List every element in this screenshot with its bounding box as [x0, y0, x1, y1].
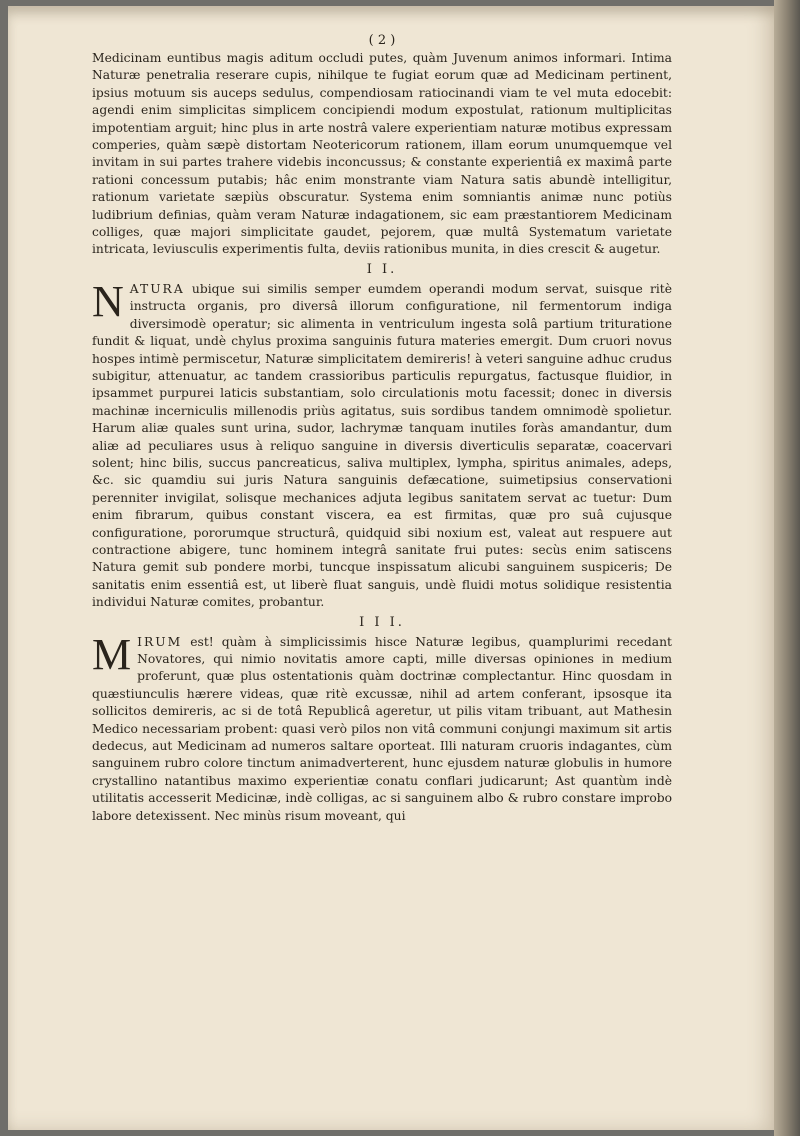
page-number: ( 2 ): [368, 33, 396, 48]
drop-cap-m: M: [92, 629, 132, 679]
section-heading-2: I I.: [366, 261, 398, 277]
section-heading-3: I I I.: [359, 614, 405, 630]
first-word: ATURA: [129, 281, 185, 296]
paragraph-3-body: est! quàm à simplicissimis hisce Naturæ legibus, quamplurimi recedant Novatores, qui nimio novitatis amore capti, mille diversas opiniones in medium proferunt, quæ plus ostentationis quàm doctrinæ complectantur. Hinc quosdam in quæstiunculis hærere videas, quæ ritè excussæ, nihil ad artem conferant, ipsosque ita sollicitos demireris, ac si de totâ Republicâ ageretur, ut pilis vitam tribuant, aut Mathesin Medico necessariam probent: quasi verò pilos non vitâ communi conjungi maximum sit artis dedecus, aut Medicinam ad numeros saltare oporteat. Illi naturam cruoris indagantes, cùm sanguinem rubro colore tinctum animadverterent, hunc ejusdem naturæ globulis in humore crystallino natantibus maximo experientiæ conatu conflari judicarunt; Ast quantùm indè utilitatis accesserit Medicinæ, indè colligas, ac si sanguinem albo & rubro constare improbo labore detexissent. Nec minùs risum moveant, qui: [92, 634, 672, 823]
page-text: [92, 34, 672, 825]
drop-cap-n: N: [92, 276, 124, 326]
first-word: IRUM: [137, 634, 183, 649]
paragraph-2: [92, 276, 672, 612]
paragraph-2-body: ubique sui similis semper eumdem operandi modum servat, suisque ritè instructa organis, pro diversâ illorum configuratione, nil fermentorum indiga diversimodè operatur; sic alimenta in ventriculum ingesta solâ partium trituratione fundit & liquat, undè chylus proxima sanguinis futura materies emergit. Dum cruori novus hospes intimè permiscetur, Naturæ simplicitatem demireris! à veteri sanguine adhuc crudus subigitur, attenuatur, ac tandem crassioribus particulis repurgatus, factusque fluidior, in ipsammet purpurei laticis substantiam, solo circulationis motu facessit; donec in diversis machinæ incerniculis millenodis priùs agitatus, suis sordibus tandem omnimodè spolietur. Harum aliæ quales sunt urina, sudor, lachrymæ tanquam inutiles foràs amandantur, dum aliæ ad peculiares usus à reliquo sanguine in diversis diverticulis separatæ, coacervari solent; hinc bilis, succus pancreaticus, saliva multiplex, lympha, spiritus animales, adeps, &c. sic quamdiu sui juris Natura sanguinis defæcatione, suimetipsius conservationi perenniter invigilat, solisque mechanices adjuta legibus sanitatem servat ac tuetur: Dum enim fibrarum, quibus constant viscera, ea est firmitas, quæ pro suâ cujusque configuratione, pororumque structurâ, quidquid sibi noxium est, valeat aut respuere aut contractione abigere, tunc hominem integrâ sanitate frui putes: secùs enim satiscens Natura gemit sub pondere morbi, tuncque inspissatum alicubi sanguinem suspiceris; De sanitatis enim essentiâ est, ut liberè fluat sanguis, undè fluidi motus solidique resistentia individui Naturæ comites, probantur.: [92, 281, 672, 610]
paragraph-1: Medicinam euntibus magis aditum occludi putes, quàm Juvenum animos informari. Intima Naturæ penetralia reserare cupis, nihilque te fugiat eorum quæ ad Medicinam pertinent, ipsius motuum sis auceps sedulus, compendiosam ratiocinandi viam te vel muta edocebit: agendi enim simplicitas simplicem concipiendi modum expostulat, rationum multiplicitas impotentiam arguit; hinc plus in arte nostrâ valere experientiam naturæ motibus expressam comperies, quàm sæpè distortam Neotericorum rationem, illam eorum unumquemque vel invitam in sui partes trahere videbis inconcussus; & constante experientiâ ex maximâ parte rationi concessum putabis; hâc enim monstrante viam Natura satis abundè intelligitur, rationum varietate sæpiùs obscuratur. Systema enim somniantis animæ nunc potiùs ludibrium definias, quàm veram Naturæ indagationem, sic eam præstantiorem Medicinam colliges, quæ majori simplicitate gaudet, pejorem, quæ multâ Systematum varietate intricata, leviusculis experimentis fulta, deviis rationibus munita, in dies crescit & augetur.: [92, 51, 672, 257]
paragraph-3: [92, 629, 672, 825]
book-spine: [774, 0, 800, 1136]
